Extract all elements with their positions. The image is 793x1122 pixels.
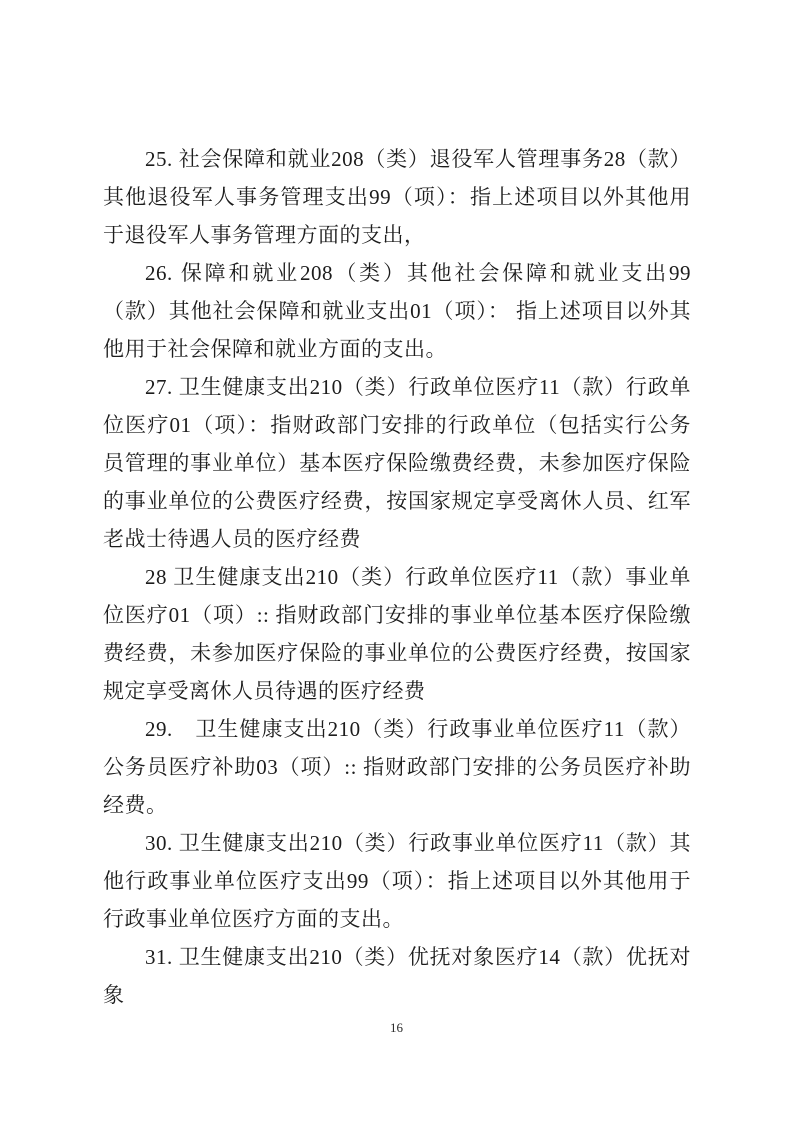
page-number: 16 (390, 1020, 403, 1035)
paragraph-28: 28 卫生健康支出210（类）行政单位医疗11（款）事业单位医疗01（项）:: 指财政部门安排的事业单位基本医疗保险缴费经费，未参加医疗保险的事业单位的公费医疗经费，按国家规定享受离休人员待遇的医疗经费 (103, 565, 691, 703)
paragraph-30: 30. 卫生健康支出210（类）行政事业单位医疗11（款）其他行政事业单位医疗支出99（项）：指上述项目以外其他用于行政事业单位医疗方面的支出。 (103, 831, 691, 931)
paragraph-27: 27. 卫生健康支出210（类）行政单位医疗11（款）行政单位医疗01（项）：指财政部门安排的行政单位（包括实行公务员管理的事业单位）基本医疗保险缴费经费，未参加医疗保险的事业单位的公费医疗经费，按国家规定享受离休人员、红军老战士待遇人员的医疗经费 (103, 375, 691, 551)
paragraph-26: 26. 保障和就业208（类）其他社会保障和就业支出99（款）其他社会保障和就业支出01（项）： 指上述项目以外其他用于社会保障和就业方面的支出。 (103, 261, 691, 361)
paragraph-29: 29. 卫生健康支出210（类）行政事业单位医疗11（款）公务员医疗补助03（项）:: 指财政部门安排的公务员医疗补助经费。 (103, 717, 691, 817)
paragraph-25: 25. 社会保障和就业208（类）退役军人管理事务28（款）其他退役军人事务管理支出99（项）：指上述项目以外其他用于退役军人事务管理方面的支出， (103, 147, 691, 247)
document-body (103, 140, 691, 1014)
paragraph-31: 31. 卫生健康支出210（类）优抚对象医疗14（款）优抚对象 (103, 945, 691, 1007)
